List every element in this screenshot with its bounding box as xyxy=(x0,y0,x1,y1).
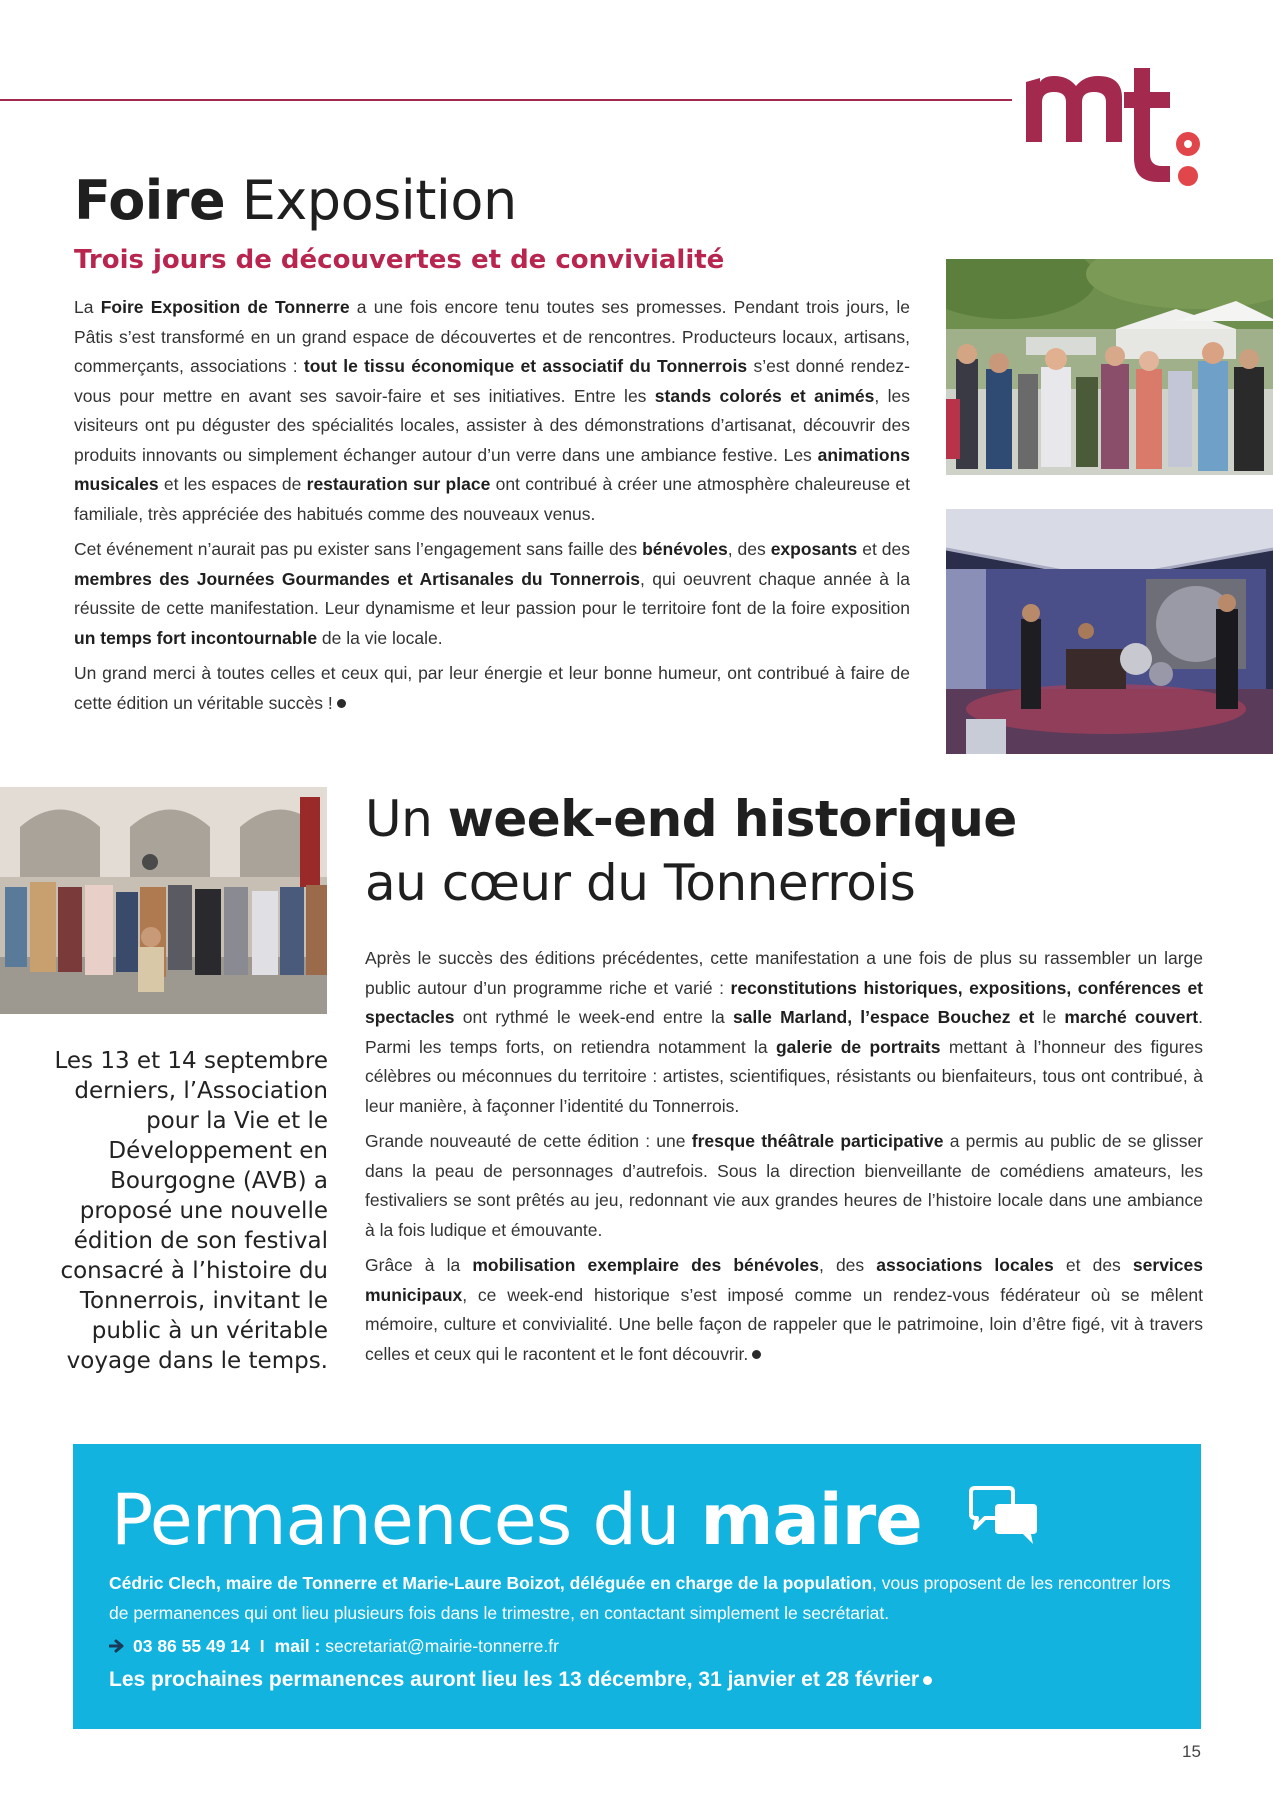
weekend-title-line-1: Un week-end historique xyxy=(365,790,1017,848)
emphasis-text: reconstitutions historiques, expositions, conférences et spectacles xyxy=(365,977,1204,1027)
emphasis-text: tout le tissu économique et associatif du Tonnerrois xyxy=(303,356,748,376)
weekend-paragraph-1 xyxy=(365,944,1203,1121)
photo-market-crowd xyxy=(946,259,1273,475)
emphasis-text: associations locales xyxy=(876,1255,1054,1275)
weekend-intro: Les 13 et 14 septembre derniers, l’Association pour la Vie et le Développement en Bourgogne (AVB) a proposé une nouvelle édition de son festival consacré à l’histoire du Tonnerrois, invitant le public à un véritable voyage dans le temps. xyxy=(54,1048,328,1374)
arrow-right-icon xyxy=(109,1632,125,1646)
permanences-next-dates: Les prochaines permanences auront lieu les 13 décembre, 31 janvier et 28 février xyxy=(109,1664,932,1696)
photo-costume-group xyxy=(0,787,327,1014)
body-text: Un grand merci à toutes celles et ceux qui, par leur énergie et leur bonne humeur, ont contribué à faire de cette édition un véritable succès ! xyxy=(74,663,910,713)
weekend-title-line-2: au cœur du Tonnerrois xyxy=(365,854,916,912)
photo-concert-stage xyxy=(946,509,1273,754)
permanences-title: Permanences du maire xyxy=(111,1480,1043,1560)
emphasis-text: stands colorés et animés xyxy=(654,385,875,406)
body-text: ont rythmé le week-end entre la xyxy=(454,1007,733,1027)
mt-logo xyxy=(1020,62,1220,212)
emphasis-text: exposants xyxy=(770,539,858,559)
weekend-article xyxy=(365,944,1203,1375)
top-rule xyxy=(0,99,1012,101)
weekend-paragraph-2 xyxy=(365,1127,1203,1245)
body-text: . Parmi les temps forts, on retiendra notamment la xyxy=(365,1007,1204,1057)
page-number: 15 xyxy=(1182,1742,1201,1761)
permanences-contact xyxy=(109,1631,559,1661)
body-text: Cet événement n’aurait pas pu exister sans l’engagement sans faille des xyxy=(74,539,643,559)
end-mark-icon xyxy=(923,1676,932,1685)
chat-bubbles-icon xyxy=(965,1484,1043,1546)
foire-title: Foire Exposition xyxy=(74,169,517,232)
body-text: , qui oeuvrent chaque année à la réussite de cette manifestation. Leur dynamisme et leur passion pour le territoire font de la foire exposition xyxy=(74,568,911,618)
body-text: et des xyxy=(857,539,910,559)
foire-paragraph-3 xyxy=(74,659,910,718)
emphasis-text: un temps fort incontournable xyxy=(74,627,318,648)
body-text: , les visiteurs ont pu déguster des spécialités locales, assister à des démonstrations d’artisanat, découvrir des produits innovants ou simplement échanger autour d’un verre dans une ambiance festive. Les xyxy=(74,385,910,465)
foire-paragraph-1 xyxy=(74,293,910,529)
emphasis-text: marché couvert xyxy=(1064,1007,1199,1027)
permanences-description: Cédric Clech, maire de Tonnerre et Marie-Laure Boizot, déléguée en charge de la population, vous proposent de les rencontrer lors de permanences qui ont lieu plusieurs fois dans le trimestre, en contactant simplement le secrétariat. xyxy=(109,1573,1171,1623)
body-text: le xyxy=(1034,1007,1065,1027)
emphasis-text: services municipaux xyxy=(365,1255,1203,1305)
body-text: s’est donné rendez-vous pour mettre en avant ses savoir-faire et ses initiatives. Entre les xyxy=(74,356,910,406)
phone-number[interactable]: 03 86 55 49 14 xyxy=(133,1636,250,1656)
end-mark-icon xyxy=(337,699,346,708)
emphasis-text: galerie de portraits xyxy=(775,1036,941,1057)
body-text: Grande nouveauté de cette édition : une xyxy=(365,1131,692,1151)
body-text: Après le succès des éditions précédentes, cette manifestation a une fois de plus su rassembler un large public autour d’un programme riche et varié : xyxy=(365,948,1203,998)
body-text: de la vie locale. xyxy=(317,627,443,648)
body-text: ont contribué à créer une atmosphère chaleureuse et familiale, très appréciée des habitués comme des nouveaux venus. xyxy=(74,474,910,524)
foire-paragraph-2 xyxy=(74,535,910,653)
permanences-box xyxy=(73,1444,1201,1729)
body-text: , ce week-end historique s’est imposé comme un rendez-vous fédérateur où se mêlent mémoire, culture et convivialité. Une belle façon de rappeler que le patrimoine, loin d’être figé, vit à travers celles et ceux qui le racontent et le font découvrir. xyxy=(365,1284,1203,1364)
emphasis-text: fresque théâtrale participative xyxy=(691,1131,944,1151)
body-text: et des xyxy=(1053,1255,1133,1275)
emphasis-text: membres des Journées Gourmandes et Artisanales du Tonnerrois xyxy=(74,568,641,589)
body-text: , des xyxy=(818,1255,877,1275)
contact-separator: I xyxy=(259,1636,265,1656)
body-text: Grâce à la xyxy=(365,1255,473,1275)
emphasis-text: animations musicales xyxy=(74,444,910,494)
body-text: a permis au public de se glisser dans la peau de personnages d’autrefois. Sous la direction bienveillante de comédiens amateurs, les festivaliers se sont prêtés au jeu, redonnant vie aux grandes heures de l’histoire locale dans une ambiance à la fois ludique et émouvante. xyxy=(365,1131,1204,1240)
body-text: mettant à l’honneur des figures célèbres ou méconnues du territoire : artistes, scientifiques, résistants ou bienfaiteurs, tous ont contribué, à leur manière, à façonner l’identité du Tonnerrois. xyxy=(365,1036,1203,1116)
foire-article xyxy=(74,293,910,724)
emphasis-text: restauration sur place xyxy=(306,474,491,494)
body-text: , des xyxy=(727,539,771,559)
emphasis-text: Foire Exposition de Tonnerre xyxy=(100,297,350,317)
emphasis-text: bénévoles xyxy=(642,539,728,559)
emphasis-text: salle Marland, l’espace Bouchez et xyxy=(732,1007,1035,1027)
body-text: a une fois encore tenu toutes ses promesses. Pendant trois jours, le Pâtis s’est transformé en un grand espace de découvertes et de rencontres. Producteurs locaux, artisans, commerçants, associations : xyxy=(74,297,911,376)
body-text: et les espaces de xyxy=(158,474,307,494)
foire-subtitle: Trois jours de découvertes et de convivialité xyxy=(74,245,725,275)
mail-label: mail : xyxy=(274,1636,321,1656)
mail-address-link[interactable]: secretariat@mairie-tonnerre.fr xyxy=(325,1636,559,1656)
weekend-paragraph-3 xyxy=(365,1251,1203,1369)
emphasis-text: mobilisation exemplaire des bénévoles xyxy=(472,1255,819,1275)
body-text: La xyxy=(74,297,101,317)
end-mark-icon xyxy=(752,1350,761,1359)
